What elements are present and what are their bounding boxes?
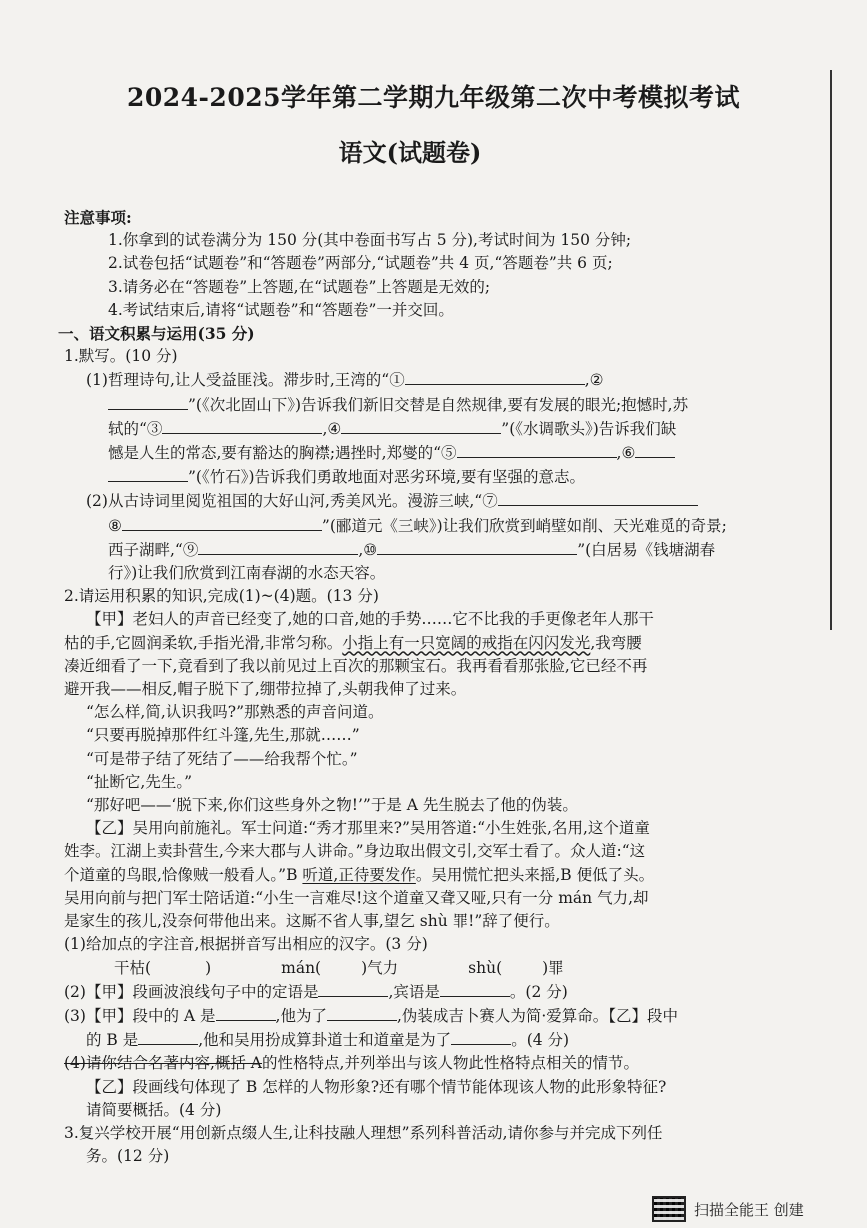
q2-para-jia-3: 凑近细看了一下,竟看到了我以前见过上百次的那颗宝石。我再看看那张脸,它已经不再 — [64, 656, 648, 675]
q1-line-9: 行》)让我们欣赏到江南春湖的水态天容。 — [108, 564, 386, 583]
watermark-text: 扫描全能王 创建 — [694, 1200, 804, 1219]
margin-line — [830, 70, 832, 630]
q2-sub-2: (2)【甲】段画波浪线句子中的定语是 ,宾语是 。(2 分) — [64, 980, 816, 1004]
q2-para-yi-1: 【乙】吴用向前施礼。军士问道:“秀才那里来?”吴用答道:“小生姓张,名用,这个道童 — [86, 819, 650, 838]
q2-para-yi-2: 姓李。江湖上卖卦营生,今来大郡与人讲命。”身边取出假文引,交军士看了。众人道:“这 — [64, 842, 646, 861]
exam-title: 2024-2025学年第二学期九年级第二次中考模拟考试 — [126, 83, 741, 112]
qr-code-icon — [652, 1196, 686, 1222]
q2-heading: 2.请运用积累的知识,完成(1)~(4)题。(13 分) — [64, 587, 379, 606]
q1-line-2: ”(《次北固山下》)告诉我们新旧交替是自然规律,要有发展的眼光;抱憾时,苏 — [64, 393, 816, 417]
q2-para-jia-2: 枯的手,它圆润柔软,手指光滑,非常匀称。小指上有一只宽阔的戒指在闪闪发光,我弯腰 — [64, 633, 642, 652]
q3-line-1: 3.复兴学校开展“用创新点缀人生,让科技融人理想”系列科普活动,请你参与并完成下列任 — [64, 1123, 663, 1142]
q2-dialog-3: “可是带子结了死结了——给我帮个忙。” — [86, 749, 358, 768]
q2-para-yi-4: 吴用向前与把门军士陪话道:“小生一言难尽!这个道童又聋又哑,只有一分 mán 气力,却 — [64, 888, 649, 907]
q1-line-8: 西子湖畔,“⑨ ,⑩ ”(白居易《钱塘湖春 — [64, 538, 816, 562]
q1-line-3: 轼的“③ ,④ ”(《水调歌头》)告诉我们缺 — [64, 417, 816, 441]
q2-sub-1-blanks: 干枯( ) mán( )气力 shù( )罪 — [114, 958, 564, 977]
notice-item-4: 4.考试结束后,请将“试题卷”和“答题卷”一并交回。 — [108, 300, 454, 319]
notice-heading: 注意事项: — [64, 208, 132, 227]
q1-line-7: ⑧ ”(郦道元《三峡》)让我们欣赏到峭壁如削、天光难觅的奇景; — [64, 514, 816, 538]
exam-subtitle: 语文(试题卷) — [338, 138, 482, 167]
q1-line-6: (2)从古诗词里阅览祖国的大好山河,秀美风光。漫游三峡,“⑦ — [64, 489, 816, 513]
q2-sub-3: (3)【甲】段中的 A 是 ,他为了 ,伪装成吉卜赛人为简·爱算命。【乙】段中 — [64, 1004, 816, 1028]
q2-dialog-5: “那好吧——‘脱下来,你们这些身外之物!’”于是 A 先生脱去了他的伪装。 — [86, 796, 578, 815]
q1-line-4: 憾是人生的常态,要有豁达的胸襟;遇挫时,郑燮的“⑤ ,⑥ — [64, 441, 816, 465]
notice-item-3: 3.请务必在“答题卷”上答题,在“试题卷”上答题是无效的; — [108, 277, 491, 296]
q2-sub-4-cont: 【乙】段画线句体现了 B 怎样的人物形象?还有哪个情节能体现该人物的此形象特征? — [86, 1077, 667, 1096]
exam-content — [58, 206, 816, 1168]
underlined-sentence: 听道,正待要发作 — [302, 865, 416, 884]
q1-line-1: (1)哲理诗句,让人受益匪浅。滞步时,王湾的“① ,② — [64, 368, 816, 392]
q2-sub-4-end: 请简要概括。(4 分) — [86, 1100, 222, 1119]
q2-para-jia-1: 【甲】老妇人的声音已经变了,她的口音,她的手势……它不比我的手更像老年人那干 — [86, 610, 654, 629]
q2-para-jia-4: 避开我——相反,帽子脱下了,绷带拉掉了,头朝我伸了过来。 — [64, 680, 467, 699]
notice-item-2: 2.试卷包括“试题卷”和“答题卷”两部分,“试题卷”共 4 页,“答题卷”共 6 页; — [108, 254, 613, 273]
q2-para-yi-5: 是家生的孩儿,没奈何带他出来。这厮不省人事,望乞 shù 罪!”辞了便行。 — [64, 912, 560, 931]
wavy-underlined-sentence: 小指上有一只宽阔的戒指在闪闪发光 — [342, 633, 591, 652]
section-1-heading: 一、语文积累与运用(35 分) — [58, 324, 255, 344]
q2-dialog-4: “扯断它,先生。” — [86, 772, 193, 791]
q2-sub-4: (4)请你结合名著内容,概括 A的性格特点,并列举出与该人物此性格特点相关的情节。 — [64, 1054, 639, 1073]
q1-heading: 1.默写。(10 分) — [64, 347, 178, 366]
q2-sub-3-cont: 的 B 是 ,他和吴用扮成算卦道士和道童是为了 。(4 分) — [64, 1028, 816, 1052]
q1-line-5: ”(《竹石》)告诉我们勇敢地面对恶劣环境,要有坚强的意志。 — [64, 465, 816, 489]
q2-dialog-2: “只要再脱掉那件红斗篷,先生,那就……” — [86, 726, 360, 745]
scanner-watermark — [652, 1196, 804, 1222]
q2-sub-1: (1)给加点的字注音,根据拼音写出相应的汉字。(3 分) — [64, 935, 428, 954]
q2-dialog-1: “怎么样,简,认识我吗?”那熟悉的声音问道。 — [86, 703, 384, 722]
q3-line-2: 务。(12 分) — [86, 1147, 170, 1166]
q2-para-yi-3: 个道童的鸟眼,恰像贼一般看人。”B 听道,正待要发作。吴用慌忙把头来摇,B 便低了头。 — [64, 865, 655, 884]
notice-item-1: 1.你拿到的试卷满分为 150 分(其中卷面书写占 5 分),考试时间为 150 分钟; — [108, 231, 632, 250]
